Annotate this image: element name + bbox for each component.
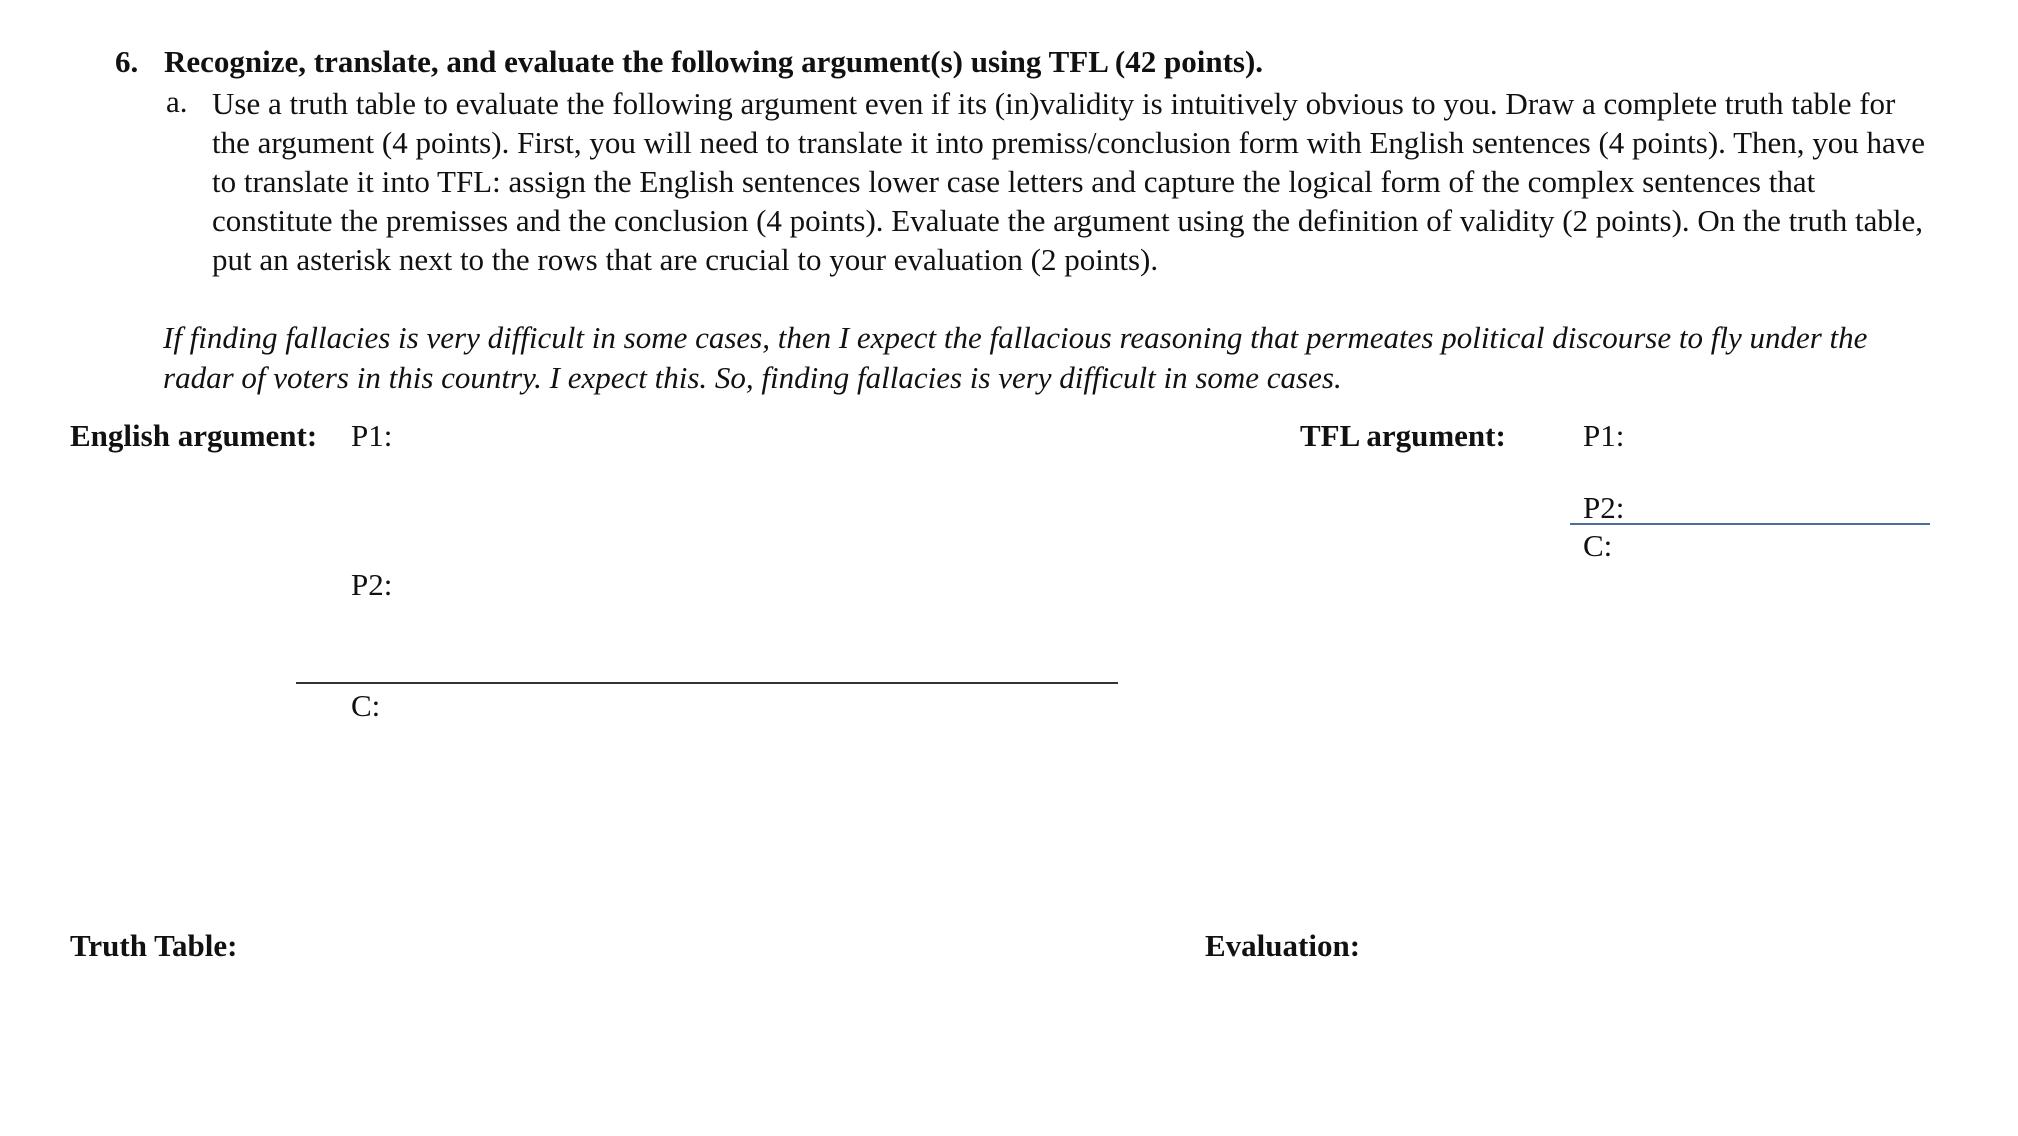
english-c-label: C: <box>351 688 381 723</box>
english-p2-label: P2: <box>351 567 393 602</box>
argument-line: radar of voters in this country. I expect this. So, finding fallacies is very difficult in some cases. <box>163 360 1342 395</box>
part-a-line: the argument (4 points). First, you will need to translate it into premiss/conclusion form with English sentences (4 points). Then, you have <box>212 125 1926 160</box>
tfl-conclusion-rule <box>1570 523 1930 525</box>
english-argument-label: English argument: <box>70 418 318 453</box>
part-a-line: put an asterisk next to the rows that are crucial to your evaluation (2 points). <box>212 242 1159 277</box>
part-a-instructions <box>212 84 1972 279</box>
part-a-letter: a. <box>166 84 188 119</box>
tfl-c-label: C: <box>1583 528 1613 563</box>
question-heading: Recognize, translate, and evaluate the following argument(s) using TFL (42 points). <box>164 44 1264 79</box>
part-a-line: constitute the premisses and the conclusion (4 points). Evaluate the argument using the definition of validity (2 points). On the truth table, <box>212 203 1923 238</box>
part-a-line: to translate it into TFL: assign the English sentences lower case letters and capture the logical form of the complex sentences that <box>212 164 1816 199</box>
argument-line: If finding fallacies is very difficult in some cases, then I expect the fallacious reasoning that permeates political discourse to fly under the <box>163 320 1868 355</box>
question-number: 6. <box>115 44 139 79</box>
tfl-argument-label: TFL argument: <box>1300 418 1506 453</box>
tfl-p1-label: P1: <box>1583 418 1625 453</box>
english-p1-label: P1: <box>351 418 393 453</box>
evaluation-label: Evaluation: <box>1205 928 1361 963</box>
english-conclusion-rule <box>296 682 1118 684</box>
truth-table-label: Truth Table: <box>70 928 238 963</box>
tfl-p2-label: P2: <box>1583 490 1625 525</box>
part-a-line: Use a truth table to evaluate the following argument even if its (in)validity is intuitively obvious to you. Draw a complete truth table for <box>212 86 1896 121</box>
argument-text <box>163 318 1963 398</box>
